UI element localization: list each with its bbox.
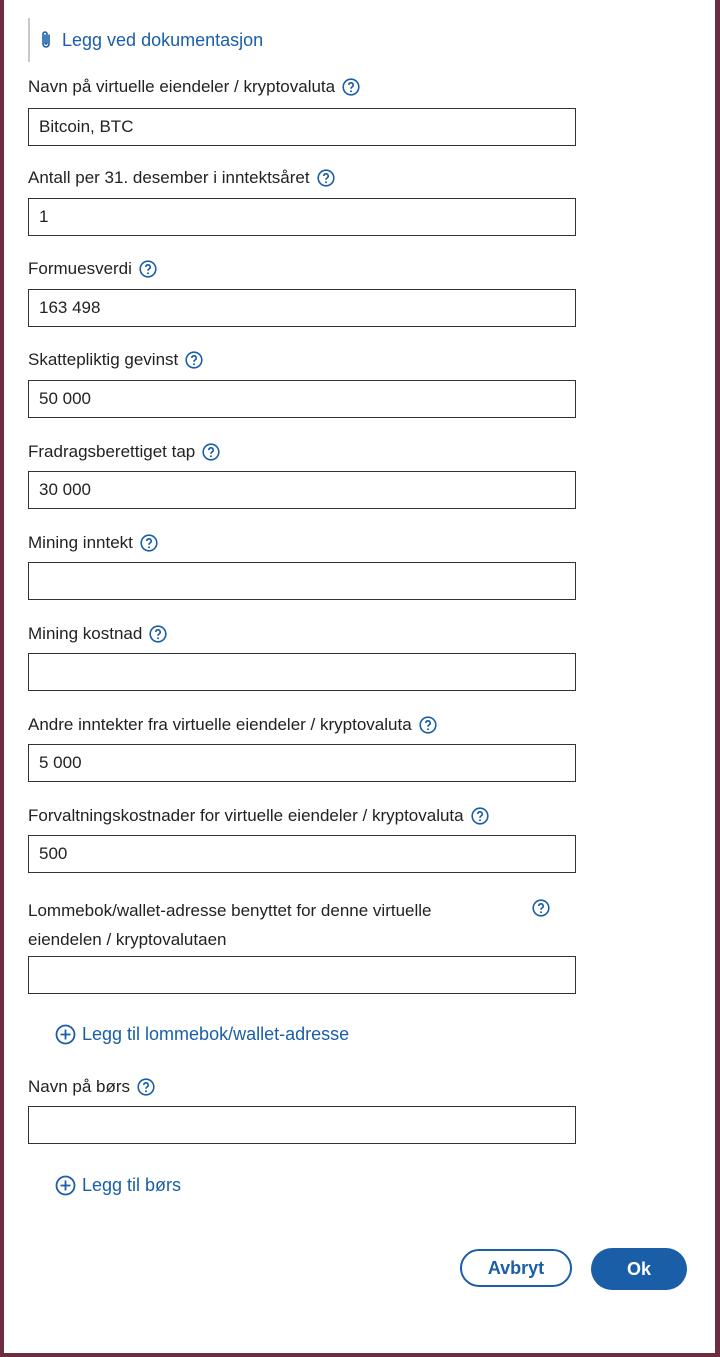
attach-documentation-label: Legg ved dokumentasjon: [62, 29, 264, 50]
field-label: Fradragsberettiget tap: [28, 442, 196, 461]
field-label: Navn på virtuelle eiendeler / kryptovaluta: [28, 77, 336, 96]
field-label: Lommebok/wallet-adresse benyttet for denne virtuelle eiendelen / kryptovalutaen: [28, 901, 432, 949]
management-costs-input[interactable]: 500: [28, 835, 576, 873]
field-quantity: [28, 167, 588, 226]
field-mining-cost: [28, 623, 588, 645]
field-wealth-value: [28, 258, 588, 317]
add-wallet-address-label: Legg til lommebok/wallet-adresse: [82, 1024, 350, 1044]
help-icon[interactable]: [140, 534, 158, 552]
field-label: Forvaltningskostnader for virtuelle eiendeler / kryptovaluta: [28, 806, 464, 825]
field-taxable-gain: [28, 349, 588, 408]
field-management-costs: [28, 805, 588, 863]
asset-name-input[interactable]: Bitcoin, BTC: [28, 108, 576, 146]
field-label: Skattepliktig gevinst: [28, 350, 179, 369]
help-icon[interactable]: [419, 716, 437, 734]
field-wallet-address: [28, 896, 588, 954]
field-label: Mining kostnad: [28, 624, 143, 643]
cancel-button[interactable]: Avbryt: [460, 1249, 572, 1287]
help-icon[interactable]: [137, 1078, 155, 1096]
help-icon[interactable]: [139, 260, 157, 278]
ok-button[interactable]: Ok: [591, 1248, 687, 1290]
field-label: Navn på børs: [28, 1077, 131, 1096]
help-icon[interactable]: [202, 443, 220, 461]
field-label: Mining inntekt: [28, 533, 133, 552]
paperclip-icon: [38, 29, 54, 51]
add-exchange-link[interactable]: [55, 1175, 181, 1196]
add-wallet-address-link[interactable]: [55, 1024, 349, 1045]
field-mining-income: [28, 532, 588, 554]
mining-income-input[interactable]: [28, 562, 576, 600]
deductible-loss-input[interactable]: 30 000: [28, 471, 576, 509]
other-income-input[interactable]: 5 000: [28, 744, 576, 782]
help-icon[interactable]: [532, 899, 550, 917]
wealth-value-input[interactable]: 163 498: [28, 289, 576, 327]
help-icon[interactable]: [342, 78, 360, 96]
help-icon[interactable]: [185, 351, 203, 369]
field-label: Formuesverdi: [28, 259, 132, 278]
quantity-input[interactable]: 1: [28, 198, 576, 236]
plus-circle-icon: [55, 1024, 76, 1045]
exchange-name-input[interactable]: [28, 1106, 576, 1144]
field-label: Antall per 31. desember i inntektsåret: [28, 168, 310, 187]
plus-circle-icon: [55, 1175, 76, 1196]
attach-documentation-link[interactable]: [28, 18, 263, 62]
wallet-address-input[interactable]: [28, 956, 576, 994]
field-exchange-name: [28, 1076, 588, 1098]
help-icon[interactable]: [317, 169, 335, 187]
field-deductible-loss: [28, 441, 588, 499]
crypto-asset-dialog: [4, 0, 715, 1353]
help-icon[interactable]: [471, 807, 489, 825]
field-other-income: [28, 714, 588, 772]
add-exchange-label: Legg til børs: [82, 1175, 182, 1195]
field-asset-name: [28, 76, 588, 136]
mining-cost-input[interactable]: [28, 653, 576, 691]
taxable-gain-input[interactable]: 50 000: [28, 380, 576, 418]
help-icon[interactable]: [149, 625, 167, 643]
field-label: Andre inntekter fra virtuelle eiendeler / kryptovaluta: [28, 715, 412, 734]
